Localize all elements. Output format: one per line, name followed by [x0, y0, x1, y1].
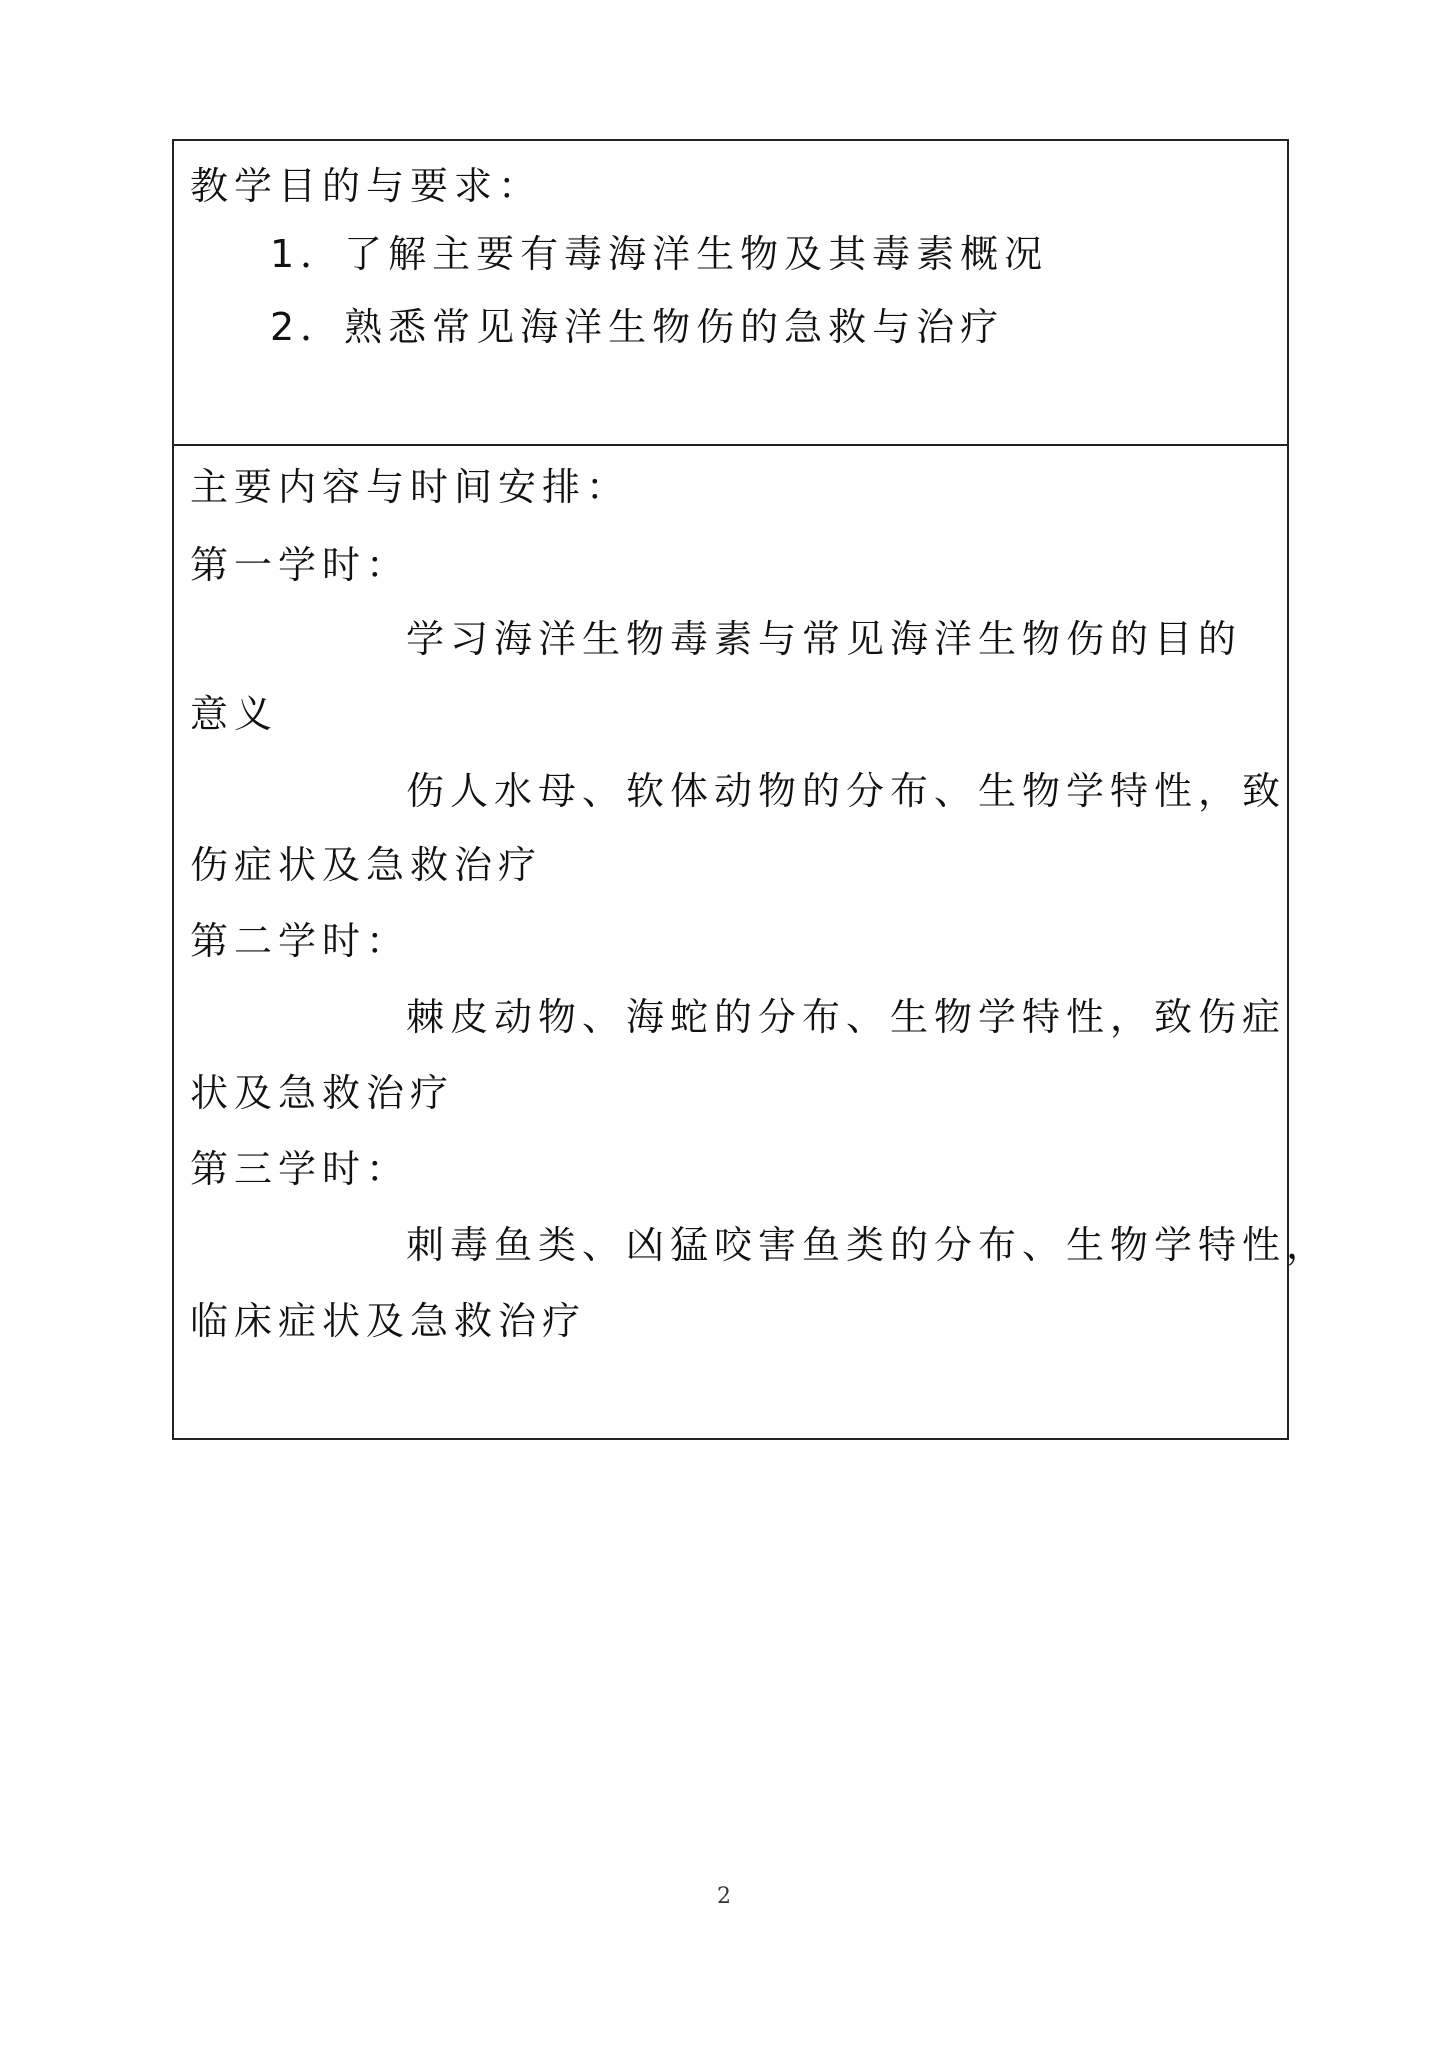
session-3-line-2: 临床症状及急救治疗 — [190, 1299, 587, 1343]
objective-item-1: 1．了解主要有毒海洋生物及其毒素概况 — [270, 232, 1049, 276]
session-3-line-1: 刺毒鱼类、凶猛咬害鱼类的分布、生物学特性， — [406, 1223, 1331, 1267]
session-1-line-4: 伤症状及急救治疗 — [190, 843, 543, 887]
session-3-title: 第三学时： — [190, 1147, 411, 1191]
session-1-line-1: 学习海洋生物毒素与常见海洋生物伤的目的 — [406, 617, 1243, 661]
session-1-line-2: 意义 — [190, 692, 279, 736]
syllabus-table — [172, 139, 1331, 1440]
session-2-line-2: 状及急救治疗 — [190, 1071, 455, 1115]
objectives-heading: 教学目的与要求： — [190, 164, 543, 208]
content-schedule-cell — [174, 446, 1331, 1438]
objectives-cell — [174, 141, 1287, 446]
session-1-title: 第一学时： — [190, 543, 411, 587]
content-heading: 主要内容与时间安排： — [190, 465, 631, 509]
objective-item-2: 2．熟悉常见海洋生物伤的急救与治疗 — [270, 305, 1005, 349]
page-number: 2 — [717, 1884, 731, 1909]
session-1-line-3: 伤人水母、软体动物的分布、生物学特性，致 — [406, 769, 1287, 813]
session-2-line-1: 棘皮动物、海蛇的分布、生物学特性，致伤症 — [406, 995, 1287, 1039]
session-2-title: 第二学时： — [190, 919, 411, 963]
